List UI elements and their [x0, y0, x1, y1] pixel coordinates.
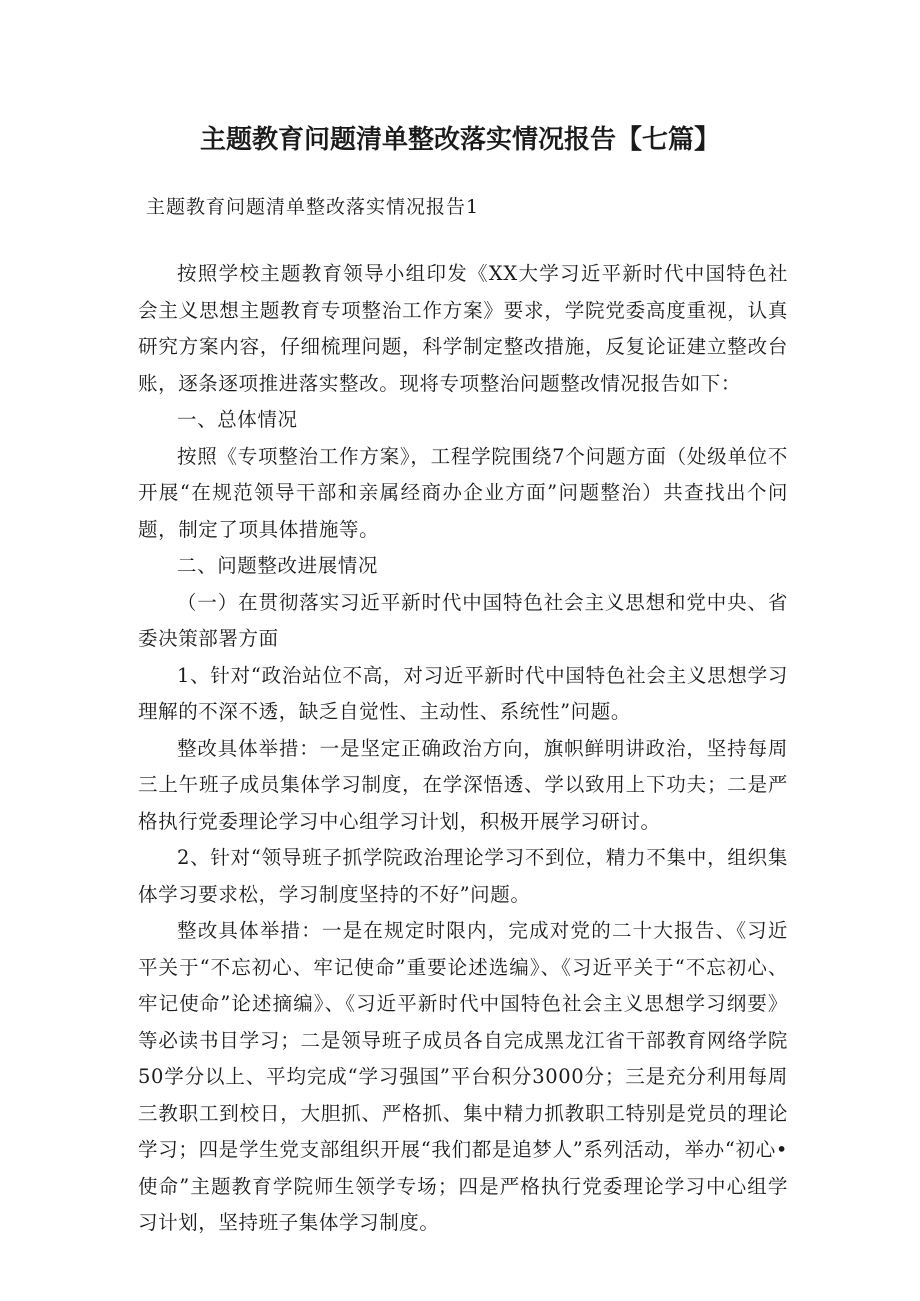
measures-1: 整改具体举措：一是坚定正确政治方向，旗帜鲜明讲政治，坚持每周三上午班子成员集体学习制度，在学深悟透、学以致用上下功夫；二是严格执行党委理论学习中心组学习计划，积极开展学习研讨。 — [138, 736, 788, 833]
issue-2: 2、针对“领导班子抓学院政治理论学习不到位，精力不集中，组织集体学习要求松，学习制度坚持的不好”问题。 — [138, 846, 788, 906]
section-title: 主题教育问题清单整改落实情况报告1 — [146, 196, 480, 218]
measures-2: 整改具体举措：一是在规定时限内，完成对党的二十大报告、《习近平关于“不忘初心、牢记使命”重要论述选编》、《习近平关于“不忘初心、牢记使命”论述摘编》、《习近平新时代中国特色社会主义思想学习纲要》等必读书目学习；二是领导班子成员各自完成黑龙江省干部教育网络学院50学分以上、平均完成“学习强国”平台积分3000分；三是充分利用每周三教职工到校日，大胆抓、严格抓、集中精力抓教职工特别是党员的理论学习；四是学生党支部组织开展“我们都是追梦人”系列活动，举办“初心•使命”主题教育学院师生领学专场；四是严格执行党委理论学习中心组学习计划，坚持班子集体学习制度。 — [138, 919, 788, 1234]
document-title: 主题教育问题清单整改落实情况报告【七篇】 — [199, 125, 720, 155]
document-body — [138, 256, 788, 1242]
heading-progress: 二、问题整改进展情况 — [177, 554, 379, 577]
paragraph-intro: 按照学校主题教育领导小组印发《XX大学习近平新时代中国特色社会主义思想主题教育专项整治工作方案》要求，学院党委高度重视，认真研究方案内容，仔细梳理问题，科学制定整改措施，反复论证建立整改台账，逐条逐项推进落实整改。现将专项整治问题整改情况报告如下： — [138, 262, 788, 395]
paragraph-overview: 按照《专项整治工作方案》，工程学院围绕7个问题方面（处级单位不开展“在规范领导干部和亲属经商办企业方面”问题整治）共查找出个问题，制定了项具体措施等。 — [138, 444, 788, 541]
heading-overview: 一、总体情况 — [177, 408, 298, 431]
issue-1: 1、针对“政治站位不高，对习近平新时代中国特色社会主义思想学习理解的不深不透，缺乏自觉性、主动性、系统性”问题。 — [138, 663, 788, 723]
subheading-implementation: （一）在贯彻落实习近平新时代中国特色社会主义思想和党中央、省委决策部署方面 — [138, 590, 788, 650]
